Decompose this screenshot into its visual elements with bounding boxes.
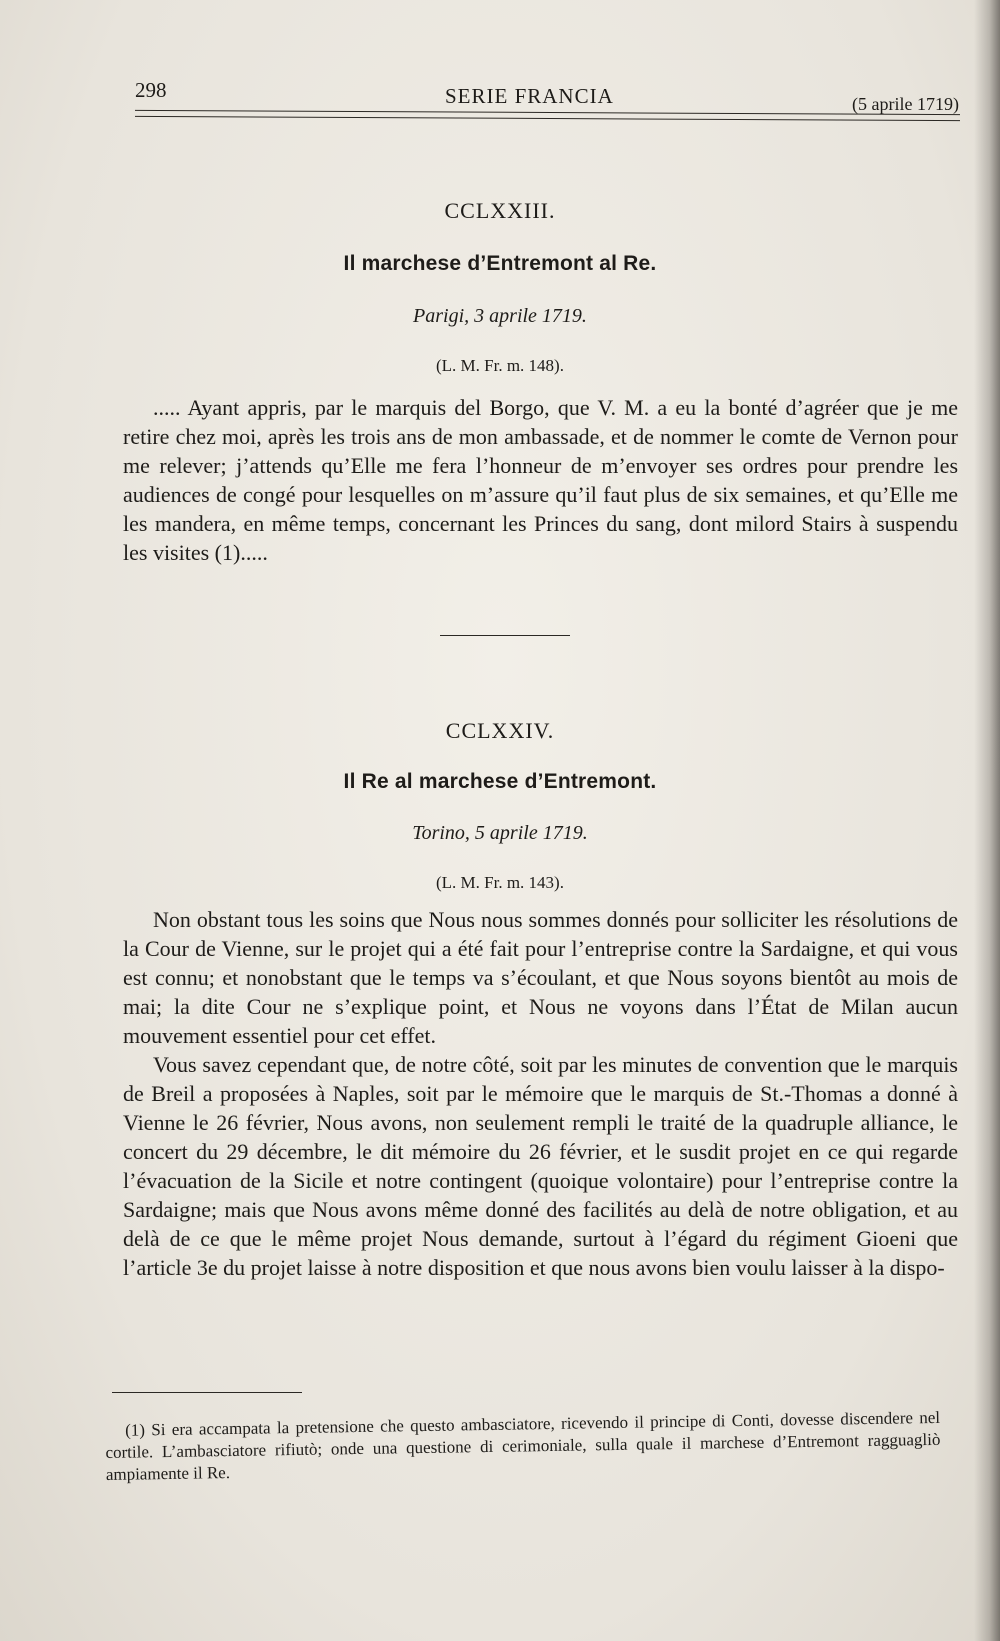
header-rule-thin (135, 116, 960, 121)
document-title: Il Re al marchese d’Entremont. (343, 770, 657, 793)
running-header (135, 78, 985, 128)
section-separator (440, 635, 570, 636)
footnote-rule (112, 1392, 302, 1393)
running-title: SERIE FRANCIA (445, 84, 614, 108)
document-number: CCLXXIII. (444, 198, 556, 223)
footnote (105, 1407, 941, 1486)
document-number: CCLXXIV. (445, 718, 555, 743)
running-date: (5 aprile 1719) (852, 94, 959, 114)
paragraph: Non obstant tous les soins que Nous nous sommes donnés pour solliciter les résolutions de la Cour de Vienne, sur le projet qui a été fait pour l’entreprise contre la Sardaigne, et qui vous est connu; et nonobstant que le temps va s’écoulant, et que Nous soyons bientôt au mois de mai; la dite Cour ne s’explique point, et Nous ne voyons dans l’État de Milan aucun mouvement essentiel pour cet effet. (123, 907, 958, 1048)
footnote-text: (1) Si era accampata la pretensione che questo ambasciatore, ricevendo il principe di Conti, dovesse discendere nel cortile. L’ambasciatore rifiutò; onde una questione di cerimoniale, sulla quale il marchese d’Entremont ragguagliò ampiamente il Re. (105, 1407, 941, 1484)
header-rule-thick (135, 110, 960, 115)
page-number: 298 (135, 78, 167, 102)
document-source: (L. M. Fr. m. 148). (436, 356, 564, 375)
document-body (123, 905, 958, 1282)
document-place-date: Parigi, 3 aprile 1719. (413, 305, 587, 327)
paragraph: ..... Ayant appris, par le marquis del Borgo, que V. M. a eu la bonté d’agréer que je me retire chez moi, après les trois ans de mon ambassade, et de nommer le comte de Vernon pour me relever; j’attends qu’Elle me fera l’honneur de m’envoyer ses ordres pour prendre les audiences de congé pour lesquelles on m’assure qu’il faut plus de six semaines, et qu’Elle me les mandera, en même temps, concernant les Princes du sang, dont milord Stairs à suspendu les visites (1)..... (123, 395, 958, 565)
document-source: (L. M. Fr. m. 143). (436, 873, 564, 892)
document-body (123, 393, 958, 567)
document-title: Il marchese d’Entremont al Re. (343, 252, 657, 275)
document-place-date: Torino, 5 aprile 1719. (412, 822, 588, 844)
page-edge-shadow (974, 0, 1000, 1641)
paragraph: Vous savez cependant que, de notre côté, soit par les minutes de convention que le marquis de Breil a proposées à Naples, soit par le mémoire que le marquis de St.-Thomas a donné à Vienne le 26 février, Nous avons, non seulement rempli le traité de la quadruple alliance, le concert du 29 décembre, le dit mémoire du 26 février, et le susdit projet en ce qui regarde l’évacuation de la Sicile et notre contingent (quoique volontaire) pour l’entreprise contre la Sardaigne; mais que Nous avons même donné des facilités au delà de notre obligation, et au delà de ce que le même projet Nous demande, surtout à l’égard du régiment Gioeni que l’article 3e du projet laisse à notre disposition et que nous avons bien voulu laisser à la dispo- (123, 1052, 958, 1280)
